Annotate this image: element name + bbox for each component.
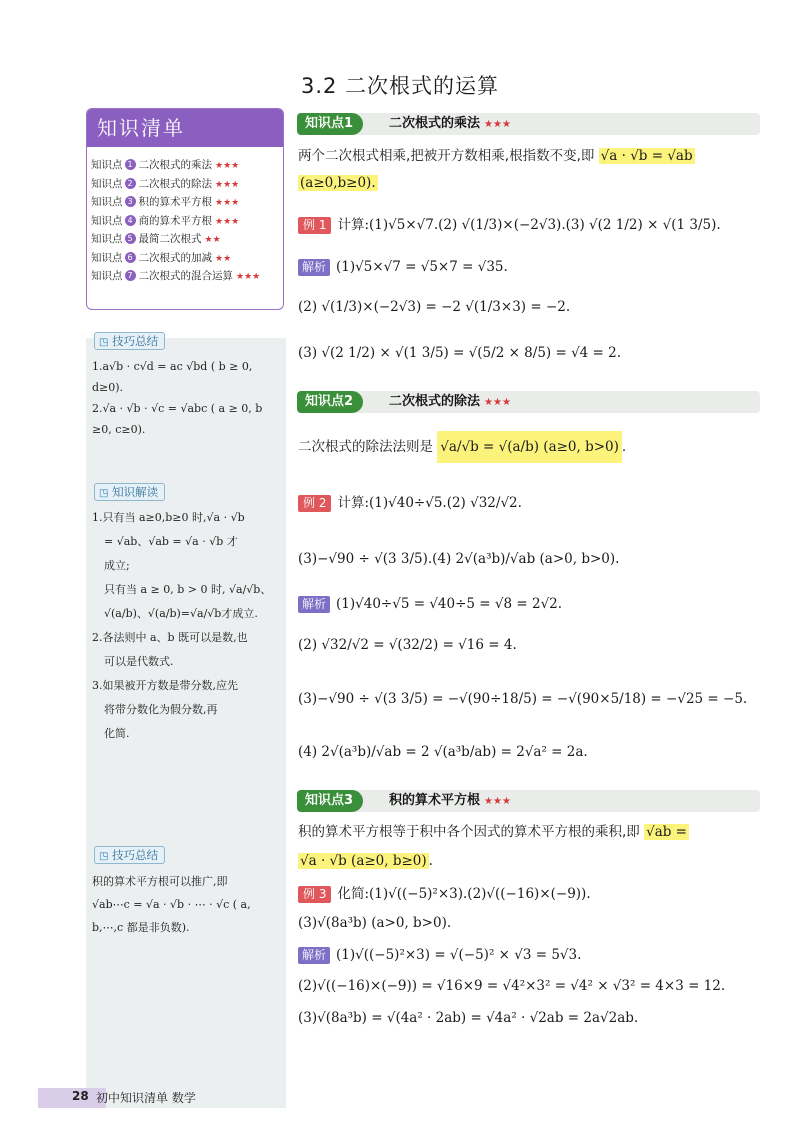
knowledge-point-title-2: 二次根式的除法 ★★★ <box>389 394 511 409</box>
solution-1-line-1: 解析 (1)√5×√7 = √5×7 = √35. <box>298 256 760 278</box>
tip-summary-text-2 <box>92 870 280 939</box>
kp2-definition: 二次根式的除法法则是 √a/√b = √(a/b) (a≥0, b>0) . <box>298 436 760 458</box>
tip-line: √(a/b)、√(a/b)=√a/√b才成立. <box>104 607 258 620</box>
kp3-formula: √a · √b (a≥0, b≥0) . <box>300 853 433 869</box>
item-prefix: 知识点 <box>91 159 123 171</box>
solution-2-line-3: (3)−√90 ÷ √(3 3/5) = −√(90÷18/5) = −√(90×5/18) = −√25 = −5. <box>298 691 748 707</box>
item-prefix: 知识点 <box>91 196 123 208</box>
magnifier-icon: ◳ <box>99 337 109 348</box>
knowledge-point-tag-2: 知识点2 <box>297 391 363 413</box>
tip-line: b,⋯,c 都是非负数). <box>92 921 190 934</box>
knowledge-point-bar-2 <box>297 391 760 413</box>
kp3-definition: 积的算术平方根等于积中各个因式的算术平方根的乘积,即 √ab = <box>298 824 687 840</box>
tip-line: = √ab、√ab = √a · √b 才 <box>104 535 238 548</box>
solution-2-line-4: (4) 2√(a³b)/√ab = 2 √(a³b/ab) = 2√a² = 2a. <box>298 744 588 760</box>
tip-line: 积的算术平方根可以推广,即 <box>92 875 228 888</box>
kp1-definition: 两个二次根式相乘,把被开方数相乘,根指数不变,即 √a · √b = √ab <box>298 148 693 164</box>
star-rating: ★★ <box>215 253 232 264</box>
magnifier-icon: ◳ <box>99 488 109 499</box>
item-number-badge: 5 <box>125 233 136 244</box>
item-label: 商的算术平方根 <box>138 214 212 227</box>
item-number-badge: 3 <box>125 196 136 207</box>
knowledge-list-item <box>91 194 281 213</box>
knowledge-list-item <box>91 231 281 250</box>
page-title: 3.2 二次根式的运算 <box>300 74 500 98</box>
knowledge-list-box <box>86 108 284 310</box>
knowledge-list-item <box>91 213 281 232</box>
example-2-line-1: 例 2 计算:(1)√40÷√5.(2) √32/√2. <box>298 492 760 514</box>
tip-line: 3.如果被开方数是带分数,应先 <box>92 679 238 692</box>
knowledge-list-item <box>91 176 281 195</box>
item-label: 最简二次根式 <box>138 233 202 245</box>
knowledge-list <box>91 157 281 287</box>
solution-3-line-3: (3)√(8a³b) = √(4a² · 2ab) = √4a² · √2ab = 2a√2ab. <box>298 1010 639 1026</box>
solution-1-line-3: (3) √(2 1/2) × √(1 3/5) = √(5/2 × 8/5) = √4 = 2. <box>298 345 622 361</box>
solution-3-line-1: 解析 (1)√((−5)²×3) = √(−5)² × √3 = 5√3. <box>298 944 760 966</box>
tip-line: 成立; <box>104 559 130 572</box>
item-prefix: 知识点 <box>91 270 123 282</box>
solution-1-line-2: (2) √(1/3)×(−2√3) = −2 √(1/3×3) = −2. <box>298 299 571 315</box>
item-label: 二次根式的混合运算 <box>138 270 233 282</box>
star-rating: ★★★ <box>215 216 240 227</box>
item-number-badge: 1 <box>125 159 136 170</box>
item-number-badge: 6 <box>125 252 136 263</box>
tip-line: 1.a√b · c√d = ac √bd ( b ≥ 0, <box>92 360 253 373</box>
item-number-badge: 7 <box>125 270 136 281</box>
tip-line: 只有当 a ≥ 0, b > 0 时, √a/√b、 <box>104 583 272 596</box>
knowledge-list-item <box>91 250 281 269</box>
item-prefix: 知识点 <box>91 233 123 245</box>
sidebar <box>86 108 286 1108</box>
item-label: 积的算术平方根 <box>138 196 212 208</box>
tip-line: ≥0, c≥0). <box>92 423 146 436</box>
solution-2-line-1: 解析 (1)√40÷√5 = √40÷5 = √8 = 2√2. <box>298 593 760 615</box>
kp1-condition: (a≥0,b≥0). <box>300 175 376 191</box>
item-prefix: 知识点 <box>91 177 123 190</box>
solution-2-line-2: (2) √32/√2 = √(32/2) = √16 = 4. <box>298 637 517 653</box>
page-number: 28 <box>72 1089 89 1103</box>
item-number-badge: 4 <box>125 215 136 226</box>
knowledge-list-item <box>91 157 281 176</box>
tip-line: 1.只有当 a≥0,b≥0 时,√a · √b <box>92 511 245 524</box>
footer-book-title: 初中知识清单 数学 <box>96 1091 196 1105</box>
knowledge-interpretation-text <box>92 506 280 746</box>
tip-line: d≥0). <box>92 381 124 394</box>
tip-line: 2.√a · √b · √c = √abc ( a ≥ 0, b <box>92 402 263 415</box>
item-label: 二次根式的除法 <box>138 177 212 190</box>
knowledge-point-tag-1: 知识点1 <box>297 113 363 135</box>
star-rating: ★★ <box>204 235 221 245</box>
star-rating: ★★★ <box>236 272 261 282</box>
item-label: 二次根式的乘法 <box>138 159 212 171</box>
knowledge-point-title-3: 积的算术平方根 ★★★ <box>389 793 511 808</box>
knowledge-list-item <box>91 268 281 287</box>
tip-line: 化简. <box>104 727 130 740</box>
item-number-badge: 2 <box>125 178 136 189</box>
star-rating: ★★★ <box>215 198 240 208</box>
star-rating: ★★★ <box>215 179 240 190</box>
tip-line: √ab⋯c = √a · √b · ⋯ · √c ( a, <box>92 898 251 911</box>
knowledge-point-title-1: 二次根式的乘法 ★★★ <box>389 116 511 131</box>
example-3-line-1: 例 3 化简:(1)√((−5)²×3).(2)√((−16)×(−9)). <box>298 883 760 905</box>
tip-line: 将带分数化为假分数,再 <box>104 703 218 716</box>
tip-line: 2.各法则中 a、b 既可以是数,也 <box>92 631 248 644</box>
knowledge-point-bar-3 <box>297 790 760 812</box>
example-3-line-2: (3)√(8a³b) (a>0, b>0). <box>298 915 452 931</box>
knowledge-point-tag-3: 知识点3 <box>297 790 363 812</box>
magnifier-icon: ◳ <box>99 851 109 862</box>
solution-3-line-2: (2)√((−16)×(−9)) = √16×9 = √4²×3² = √4² × √3² = 4×3 = 12. <box>298 978 726 994</box>
tip-summary-label-2: ◳ 技巧总结 <box>94 846 165 864</box>
example-2-line-2: (3)−√90 ÷ √(3 3/5).(4) 2√(a³b)/√ab (a>0, b>0). <box>298 551 620 567</box>
tip-summary-text-1 <box>92 356 280 440</box>
knowledge-list-header: 知识清单 <box>87 109 283 147</box>
tip-summary-label-1: ◳ 技巧总结 <box>94 332 165 350</box>
item-prefix: 知识点 <box>91 251 123 264</box>
item-label: 二次根式的加减 <box>138 251 212 264</box>
example-1: 例 1 计算:(1)√5×√7.(2) √(1/3)×(−2√3).(3) √(2 1/2) × √(1 3/5). <box>298 214 760 236</box>
knowledge-point-bar-1 <box>297 113 760 135</box>
item-prefix: 知识点 <box>91 214 123 227</box>
star-rating: ★★★ <box>215 161 240 171</box>
tip-line: 可以是代数式. <box>104 655 174 668</box>
knowledge-interpretation-label: ◳ 知识解读 <box>94 483 165 501</box>
